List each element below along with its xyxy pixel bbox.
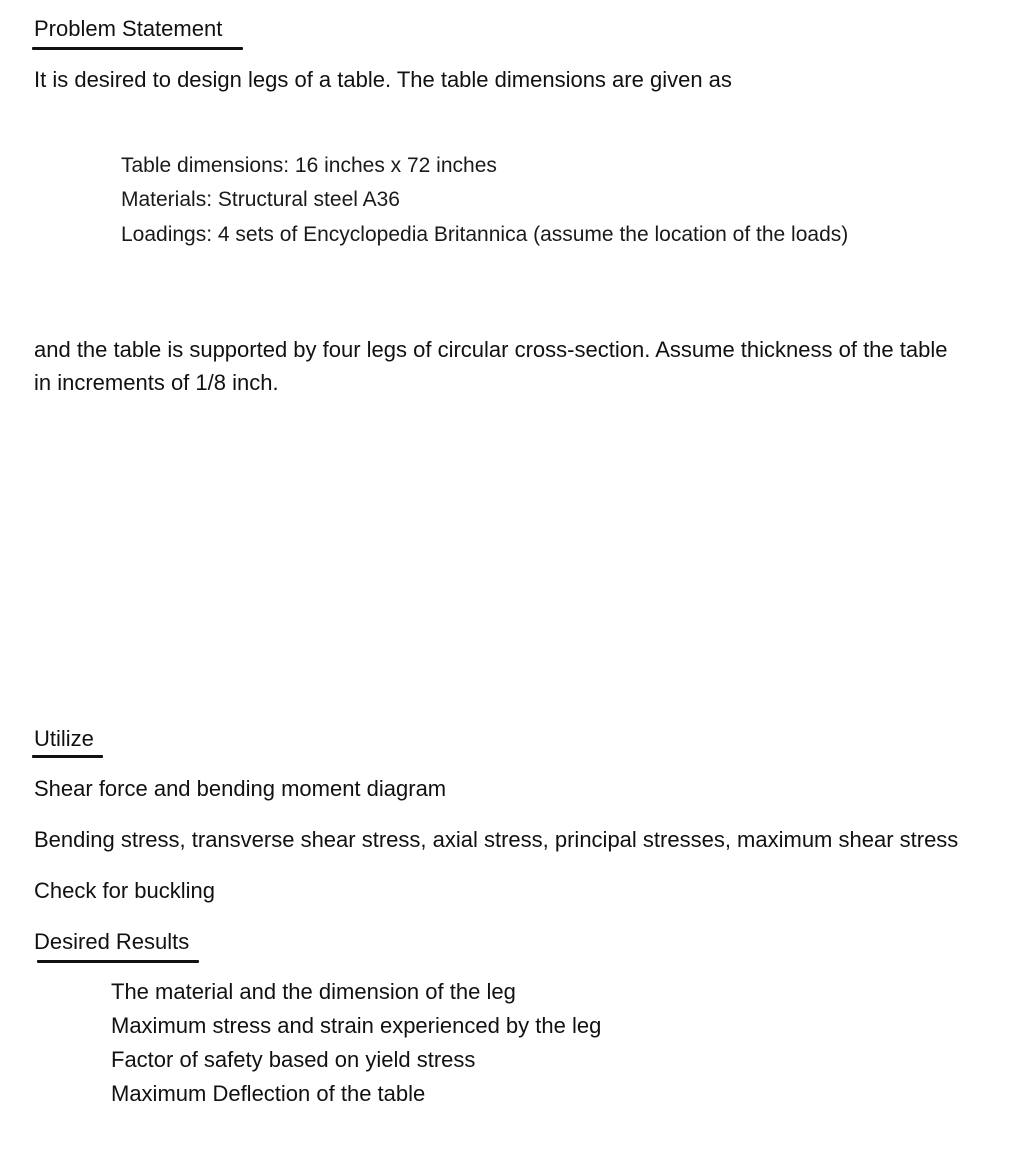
desired-results-underline [37, 960, 199, 963]
problem-statement-heading: Problem Statement [34, 16, 223, 41]
spec-loadings: Loadings: 4 sets of Encyclopedia Britannica (assume the location of the loads) [121, 223, 849, 246]
problem-statement-underline [32, 47, 243, 50]
result-item-factor-of-safety: Factor of safety based on yield stress [111, 1047, 476, 1072]
spec-table-dimensions: Table dimensions: 16 inches x 72 inches [121, 154, 497, 177]
result-item-max-deflection: Maximum Deflection of the table [111, 1081, 426, 1106]
spec-materials: Materials: Structural steel A36 [121, 188, 400, 211]
result-item-max-stress-strain: Maximum stress and strain experienced by the leg [111, 1013, 602, 1038]
utilize-item-stresses: Bending stress, transverse shear stress, axial stress, principal stresses, maximum shear stress [34, 827, 959, 852]
support-text-line-1: and the table is supported by four legs of circular cross-section. Assume thickness of the table [34, 337, 948, 362]
intro-text: It is desired to design legs of a table. The table dimensions are given as [34, 67, 732, 92]
support-text-line-2: in increments of 1/8 inch. [34, 370, 279, 395]
desired-results-heading: Desired Results [34, 929, 190, 954]
utilize-item-buckling: Check for buckling [34, 878, 215, 903]
result-item-material-dimension: The material and the dimension of the leg [111, 979, 516, 1004]
utilize-heading: Utilize [34, 726, 94, 751]
utilize-underline [32, 755, 103, 758]
utilize-item-shear-bending: Shear force and bending moment diagram [34, 776, 447, 801]
